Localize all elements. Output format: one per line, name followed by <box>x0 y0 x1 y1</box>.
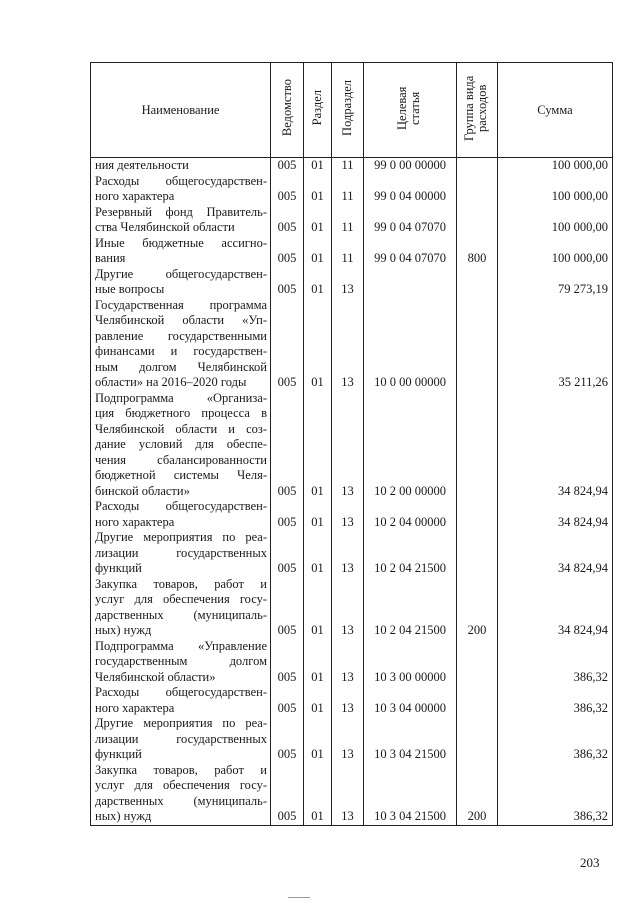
row-dept: 005 <box>271 205 304 236</box>
table-row <box>91 716 613 763</box>
row-dept: 005 <box>271 577 304 639</box>
row-subsection: 11 <box>332 158 364 174</box>
row-subsection: 11 <box>332 205 364 236</box>
row-section: 01 <box>304 577 332 639</box>
row-dept: 005 <box>271 267 304 298</box>
row-name-line: равление государственными <box>95 328 267 343</box>
row-subsection: 13 <box>332 530 364 577</box>
row-exp-group <box>457 174 498 205</box>
row-subsection: 11 <box>332 174 364 205</box>
row-section: 01 <box>304 174 332 205</box>
row-name-line: Государственная программа <box>95 297 267 312</box>
row-name-line: функций <box>95 747 142 761</box>
row-name-line: ния деятельности <box>95 158 189 172</box>
row-target <box>364 267 457 298</box>
row-subsection: 11 <box>332 236 364 267</box>
row-section: 01 <box>304 158 332 174</box>
row-sum: 100 000,00 <box>498 174 613 205</box>
row-name-line: Челябинской области» <box>95 669 216 684</box>
row-section: 01 <box>304 685 332 716</box>
row-section: 01 <box>304 267 332 298</box>
row-name-line: государственным долгом <box>95 654 267 668</box>
row-target: 10 3 04 00000 <box>364 685 457 716</box>
header-sum: Сумма <box>498 63 613 158</box>
row-section: 01 <box>304 298 332 391</box>
row-section: 01 <box>304 499 332 530</box>
row-target: 99 0 04 07070 <box>364 236 457 267</box>
row-name-line: Расходы общегосударствен- <box>95 173 267 188</box>
row-name <box>91 298 271 391</box>
row-dept: 005 <box>271 174 304 205</box>
row-name-line: ция бюджетного процесса в <box>95 406 267 420</box>
table-row <box>91 205 613 236</box>
row-target: 99 0 04 07070 <box>364 205 457 236</box>
row-name-line: ства Челябинской области <box>95 220 235 234</box>
row-name-line: финансами и государствен- <box>95 344 267 358</box>
row-name <box>91 530 271 577</box>
row-sum: 34 824,94 <box>498 530 613 577</box>
row-name-line: бюджетной системы Челя- <box>95 468 267 482</box>
row-name-line: Расходы общегосударствен- <box>95 685 267 699</box>
header-name: Наименование <box>91 63 271 158</box>
header-dept: Ведомство <box>271 63 304 158</box>
row-target: 10 2 04 21500 <box>364 530 457 577</box>
row-name-line: бинской области» <box>95 483 190 498</box>
row-dept: 005 <box>271 763 304 826</box>
row-name-line: Закупка товаров, работ и <box>95 762 267 777</box>
row-name-line: ные вопросы <box>95 282 165 296</box>
row-name <box>91 205 271 236</box>
row-target: 99 0 00 00000 <box>364 158 457 174</box>
row-name-line: ного характера <box>95 514 175 529</box>
row-name <box>91 174 271 205</box>
row-dept: 005 <box>271 298 304 391</box>
table-row <box>91 391 613 500</box>
table-row <box>91 499 613 530</box>
row-name-line: области» на 2016–2020 годы <box>95 375 247 389</box>
row-name-line: Подпрограмма «Организа- <box>95 390 267 405</box>
row-name-line: лизации государственных <box>95 731 267 746</box>
row-exp-group <box>457 530 498 577</box>
row-exp-group <box>457 685 498 716</box>
row-subsection: 13 <box>332 685 364 716</box>
row-section: 01 <box>304 639 332 686</box>
row-subsection: 13 <box>332 267 364 298</box>
table-row <box>91 174 613 205</box>
table-row <box>91 298 613 391</box>
row-exp-group <box>457 205 498 236</box>
row-subsection: 13 <box>332 639 364 686</box>
row-dept: 005 <box>271 685 304 716</box>
row-sum: 34 824,94 <box>498 391 613 500</box>
row-target: 10 2 04 00000 <box>364 499 457 530</box>
row-name-line: услуг для обеспечения госу- <box>95 592 267 606</box>
row-name <box>91 639 271 686</box>
row-name-line: Другие мероприятия по реа- <box>95 530 267 544</box>
table-row <box>91 639 613 686</box>
row-dept: 005 <box>271 158 304 174</box>
row-sum: 34 824,94 <box>498 577 613 639</box>
row-name-line: чения сбалансированности <box>95 452 267 467</box>
row-name-line: Закупка товаров, работ и <box>95 576 267 591</box>
row-name-line: ных) нужд <box>95 623 152 637</box>
row-name-line: Челябинской области «Уп- <box>95 313 267 327</box>
row-sum: 386,32 <box>498 763 613 826</box>
row-sum: 35 211,26 <box>498 298 613 391</box>
row-name-line: функций <box>95 561 142 575</box>
header-target: Целевая статья <box>364 63 457 158</box>
row-name <box>91 577 271 639</box>
row-exp-group <box>457 716 498 763</box>
row-section: 01 <box>304 205 332 236</box>
row-subsection: 13 <box>332 391 364 500</box>
row-exp-group <box>457 158 498 174</box>
row-dept: 005 <box>271 716 304 763</box>
row-name-line: Иные бюджетные ассигно- <box>95 235 267 250</box>
row-target: 10 2 00 00000 <box>364 391 457 500</box>
row-target: 99 0 04 00000 <box>364 174 457 205</box>
page-number: 203 <box>580 855 600 870</box>
row-section: 01 <box>304 716 332 763</box>
row-section: 01 <box>304 236 332 267</box>
row-name-line: Резервный фонд Правитель- <box>95 204 267 219</box>
row-name-line: дарственных (муниципаль- <box>95 607 267 622</box>
table-row <box>91 236 613 267</box>
row-sum: 34 824,94 <box>498 499 613 530</box>
row-subsection: 13 <box>332 499 364 530</box>
row-name <box>91 763 271 826</box>
row-section: 01 <box>304 530 332 577</box>
row-exp-group <box>457 391 498 500</box>
row-subsection: 13 <box>332 763 364 826</box>
row-name-line: Подпрограмма «Управление <box>95 638 267 653</box>
row-exp-group <box>457 639 498 686</box>
row-name-line: Челябинской области и соз- <box>95 421 267 436</box>
header-subsection: Подраздел <box>332 63 364 158</box>
row-name <box>91 499 271 530</box>
row-target: 10 3 00 00000 <box>364 639 457 686</box>
row-name <box>91 391 271 500</box>
row-exp-group <box>457 267 498 298</box>
row-sum: 100 000,00 <box>498 205 613 236</box>
row-sum: 386,32 <box>498 716 613 763</box>
row-section: 01 <box>304 391 332 500</box>
scan-mark <box>288 897 310 898</box>
row-name-line: ного характера <box>95 700 175 715</box>
table-body <box>91 158 613 826</box>
row-exp-group <box>457 499 498 530</box>
row-sum: 79 273,19 <box>498 267 613 298</box>
row-dept: 005 <box>271 391 304 500</box>
budget-table <box>90 62 613 826</box>
row-name-line: дание условий для обеспе- <box>95 437 267 451</box>
row-target: 10 3 04 21500 <box>364 763 457 826</box>
table-header-row <box>91 63 613 158</box>
table-row <box>91 763 613 826</box>
row-target: 10 2 04 21500 <box>364 577 457 639</box>
header-exp-group: Группа вида расходов <box>457 63 498 158</box>
row-name-line: услуг для обеспечения госу- <box>95 778 267 792</box>
row-name-line: дарственных (муниципаль- <box>95 793 267 808</box>
row-name <box>91 685 271 716</box>
row-name-line: ным долгом Челябинской <box>95 359 267 374</box>
row-target: 10 0 00 00000 <box>364 298 457 391</box>
row-subsection: 13 <box>332 577 364 639</box>
row-exp-group <box>457 298 498 391</box>
row-subsection: 13 <box>332 298 364 391</box>
table-row <box>91 530 613 577</box>
row-exp-group: 200 <box>457 763 498 826</box>
row-name-line: лизации государственных <box>95 545 267 560</box>
row-name <box>91 236 271 267</box>
row-sum: 386,32 <box>498 685 613 716</box>
row-sum: 100 000,00 <box>498 158 613 174</box>
row-name-line: Другие мероприятия по реа- <box>95 716 267 730</box>
table-row <box>91 158 613 174</box>
row-dept: 005 <box>271 236 304 267</box>
row-section: 01 <box>304 763 332 826</box>
row-subsection: 13 <box>332 716 364 763</box>
row-name-line: ных) нужд <box>95 809 152 823</box>
row-name <box>91 716 271 763</box>
row-sum: 100 000,00 <box>498 236 613 267</box>
row-exp-group: 200 <box>457 577 498 639</box>
row-sum: 386,32 <box>498 639 613 686</box>
row-name <box>91 158 271 174</box>
row-name <box>91 267 271 298</box>
table-row <box>91 685 613 716</box>
row-name-line: ного характера <box>95 189 175 203</box>
table-row <box>91 267 613 298</box>
table-row <box>91 577 613 639</box>
row-target: 10 3 04 21500 <box>364 716 457 763</box>
row-dept: 005 <box>271 639 304 686</box>
row-name-line: Другие общегосударствен- <box>95 266 267 281</box>
row-dept: 005 <box>271 530 304 577</box>
row-name-line: Расходы общегосударствен- <box>95 499 267 513</box>
header-section: Раздел <box>304 63 332 158</box>
row-dept: 005 <box>271 499 304 530</box>
budget-table-sheet <box>90 62 612 826</box>
row-name-line: вания <box>95 251 126 265</box>
row-exp-group: 800 <box>457 236 498 267</box>
